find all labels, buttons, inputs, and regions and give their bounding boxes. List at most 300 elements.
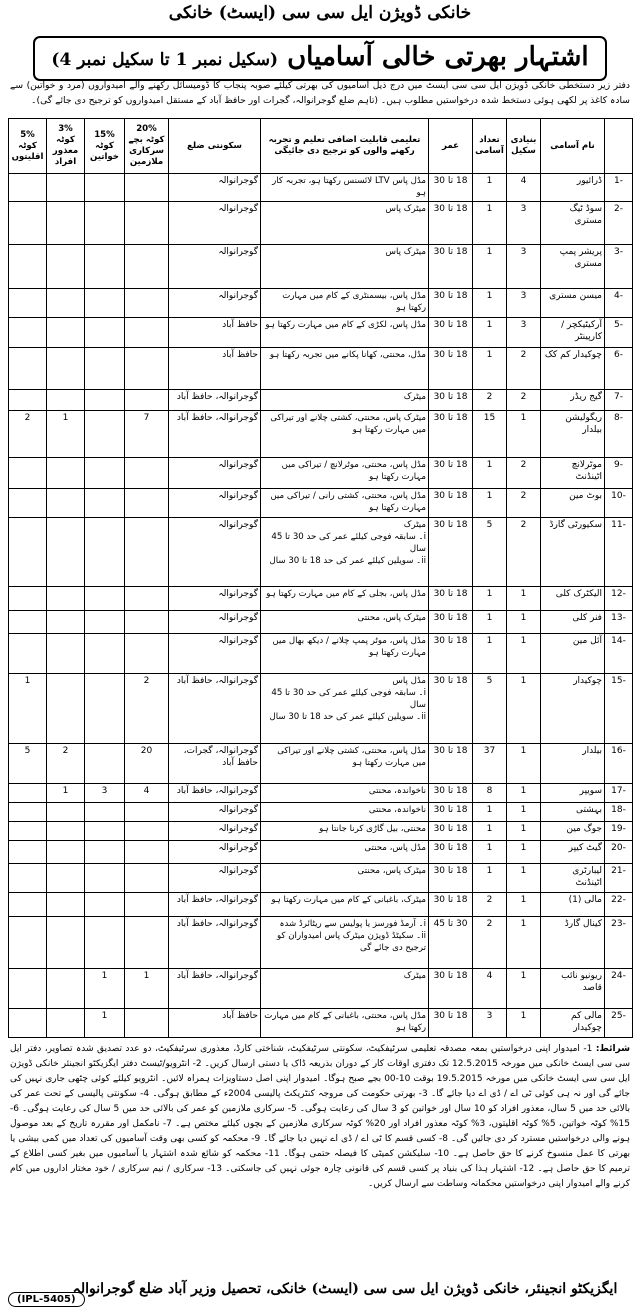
quota-3-cell [47,1009,85,1038]
sr-cell: -3 [605,244,633,288]
quota-3-cell [47,916,85,969]
qualification-line: مڈل پاس، محنتی، کشتی چلانے اور تیراکی میں مہارت رکھتا ہو [277,745,426,768]
table-row [9,783,633,802]
scale-cell: 1 [507,743,541,783]
district-cell: گوجرانوالہ [169,863,261,893]
age-cell: 18 تا 30 [429,517,473,587]
age-cell: 18 تا 30 [429,821,473,840]
sr-cell: -12 [605,587,633,610]
quota-3-cell: 2 [47,743,85,783]
qualification-line: مڈل پاس، موٹر پمپ چلانے / دیکھ بھال میں مہارت رکھتا ہو [272,635,426,658]
ipl-badge: (IPL-5405) [8,1292,85,1307]
scale-cell: 1 [507,783,541,802]
quota-3-cell [47,863,85,893]
qualification-line: مڈل، محنتی، کھانا پکانے میں تجربہ رکھتا ہو [269,350,426,361]
qualification-line: میٹرک، باغبانی کے کام میں مہارت رکھتا ہو [271,895,426,906]
scale-cell: 1 [507,916,541,969]
qualification-cell [261,390,429,411]
qualification-cell [261,802,429,821]
count-cell: 1 [473,457,507,489]
scale-cell: 1 [507,411,541,457]
age-cell: 18 تا 30 [429,840,473,863]
sr-cell: -5 [605,318,633,348]
qualification-cell [261,916,429,969]
jobs-table [8,118,633,1038]
count-cell: 15 [473,411,507,457]
quota-5-cell [9,318,47,348]
quota-5-cell: 5 [9,743,47,783]
quota-3-cell [47,840,85,863]
scale-cell: 1 [507,802,541,821]
scale-cell: 4 [507,174,541,202]
post-name-cell: موٹرلانچ اٹینڈنٹ [541,457,605,489]
post-name-cell: آئل مین [541,633,605,673]
count-cell: 1 [473,174,507,202]
table-row [9,288,633,318]
district-cell: گوجرانوالہ [169,174,261,202]
table-row [9,457,633,489]
sr-cell: -21 [605,863,633,893]
qualification-cell [261,174,429,202]
terms-section [10,1042,630,1192]
qualification-line: میٹرک پاس، محنتی [357,612,426,623]
count-cell: 1 [473,288,507,318]
quota-15-cell: 1 [85,969,125,1009]
quota-5-cell [9,610,47,633]
quota-5-cell [9,348,47,390]
quota-5-cell [9,863,47,893]
quota-5-cell [9,916,47,969]
quota-3-cell [47,174,85,202]
quota-3-cell: 1 [47,411,85,457]
quota-3-cell [47,390,85,411]
qualification-line: میٹرک [403,971,426,982]
qualification-cell [261,1009,429,1038]
district-cell: گوجرانوالہ [169,457,261,489]
quota-5-cell [9,174,47,202]
scale-cell: 1 [507,633,541,673]
qualification-line: ii۔ سکیٹڈ ڈویژن میٹرک پاس امیدواران کو ترجیح دی جائے گی [276,930,426,953]
sr-cell: -20 [605,840,633,863]
post-name-cell: بوٹ مین [541,489,605,517]
table-row [9,348,633,390]
quota-20-cell [125,610,169,633]
age-cell: 18 تا 30 [429,610,473,633]
district-cell: گوجرانوالہ [169,244,261,288]
scale-cell: 1 [507,1009,541,1038]
quota-15-cell [85,288,125,318]
quota-3-cell [47,318,85,348]
post-name-cell: بیلدار [541,743,605,783]
count-cell: 2 [473,390,507,411]
quota-15-cell [85,517,125,587]
table-row [9,893,633,916]
post-name-cell: جوگ مین [541,821,605,840]
table-header-row [9,119,633,174]
sr-cell: -8 [605,411,633,457]
qualification-line: ii۔ سویلین کیلئے عمر کی حد 18 تا 30 سال [269,711,426,722]
qualification-cell [261,457,429,489]
district-cell: گوجرانوالہ [169,517,261,587]
qualification-cell [261,821,429,840]
quota-3-cell [47,202,85,244]
age-cell: 18 تا 30 [429,587,473,610]
qualification-cell [261,411,429,457]
quota-20-cell [125,633,169,673]
qualification-line: مڈل پاس، محنتی، باغبانی کے کام میں مہارت رکھتا ہو [264,1011,426,1034]
header-quota-20: 20% کوٹہ بچے سرکاری ملازمین [125,119,169,174]
header-quota-3: 3% کوٹہ معذور افراد [47,119,85,174]
qualification-line: مڈل پاس LTV لائسنس رکھتا ہو، تجربہ کار ہو [272,176,426,198]
quota-3-cell [47,348,85,390]
quota-20-cell [125,318,169,348]
age-cell: 18 تا 30 [429,673,473,743]
quota-20-cell [125,457,169,489]
table-row [9,969,633,1009]
count-cell: 1 [473,202,507,244]
department-header: خانکی ڈویژن ایل سی سی (ایسٹ) خانکی [168,3,472,23]
table-row [9,390,633,411]
quota-3-cell [47,821,85,840]
sr-cell: -7 [605,390,633,411]
district-cell: گوجرانوالہ [169,802,261,821]
scale-cell: 1 [507,840,541,863]
qualification-cell [261,489,429,517]
quota-5-cell [9,489,47,517]
post-name-cell: مالی کم چوکیدار [541,1009,605,1038]
age-cell: 18 تا 30 [429,969,473,1009]
post-name-cell: ریونیو نائب قاصد [541,969,605,1009]
table-row [9,244,633,288]
quota-15-cell [85,390,125,411]
qualification-line: ناخواندہ، محنتی [368,785,426,796]
table-row [9,863,633,893]
scale-cell: 3 [507,244,541,288]
count-cell: 1 [473,489,507,517]
count-cell: 1 [473,633,507,673]
quota-5-cell [9,633,47,673]
count-cell: 8 [473,783,507,802]
sr-cell: -6 [605,348,633,390]
age-cell: 18 تا 30 [429,489,473,517]
age-cell: 18 تا 30 [429,411,473,457]
quota-15-cell [85,587,125,610]
quota-5-cell [9,893,47,916]
post-name-cell: ڈرائیور [541,174,605,202]
quota-20-cell [125,288,169,318]
qualification-cell [261,244,429,288]
quota-20-cell [125,916,169,969]
district-cell: حافظ آباد [169,318,261,348]
header-scale: بنیادی سکیل [507,119,541,174]
table-row [9,517,633,587]
scale-cell: 3 [507,202,541,244]
post-name-cell: چوکیدار کم کک [541,348,605,390]
qualification-cell [261,863,429,893]
table-row [9,318,633,348]
district-cell: گوجرانوالہ، گجرات، حافظ آباد [169,743,261,783]
scale-note: (سکیل نمبر 1 تا سکیل نمبر 4) [51,50,279,70]
quota-3-cell [47,489,85,517]
sr-cell: -11 [605,517,633,587]
quota-3-cell: 1 [47,783,85,802]
quota-5-cell [9,457,47,489]
count-cell: 1 [473,863,507,893]
quota-20-cell [125,840,169,863]
count-cell: 1 [473,587,507,610]
qualification-line: میٹرک [403,519,426,530]
post-name-cell: ریگولیشن بیلدار [541,411,605,457]
age-cell: 18 تا 30 [429,863,473,893]
scale-cell: 1 [507,893,541,916]
table-row [9,411,633,457]
table-row [9,821,633,840]
count-cell: 37 [473,743,507,783]
table-row [9,587,633,610]
quota-5-cell [9,202,47,244]
quota-5-cell [9,969,47,1009]
quota-5-cell [9,1009,47,1038]
quota-15-cell [85,244,125,288]
quota-15-cell [85,840,125,863]
count-cell: 1 [473,318,507,348]
quota-5-cell [9,821,47,840]
quota-5-cell [9,288,47,318]
post-name-cell: مالی (1) [541,893,605,916]
quota-3-cell [47,610,85,633]
quota-20-cell: 7 [125,411,169,457]
qualification-line: i۔ آرمڈ فورسز یا پولیس سے ریٹائرڈ شدہ [279,918,426,929]
quota-15-cell [85,743,125,783]
sr-cell: -18 [605,802,633,821]
age-cell: 18 تا 30 [429,318,473,348]
age-cell: 18 تا 30 [429,743,473,783]
sr-cell: -15 [605,673,633,743]
table-row [9,802,633,821]
quota-20-cell [125,348,169,390]
quota-20-cell [125,802,169,821]
qualification-cell [261,318,429,348]
terms-title: شرائط: [595,1044,630,1054]
post-name-cell: گیج ریڈر [541,390,605,411]
qualification-line: i۔ سابقہ فوجی کیلئے عمر کی حد 30 تا 45 سال [271,687,426,710]
qualification-line: مڈل پاس، بیسمنٹری کے کام میں مہارت رکھتا ہو [282,290,426,313]
count-cell: 1 [473,348,507,390]
header-district: سکونتی ضلع [169,119,261,174]
quota-15-cell [85,916,125,969]
sr-cell: -22 [605,893,633,916]
district-cell: گوجرانوالہ، حافظ آباد [169,783,261,802]
post-name-cell: آرکیٹیکچر / کارپینٹر [541,318,605,348]
scale-cell: 1 [507,863,541,893]
post-name-cell: بہشتی [541,802,605,821]
title-banner [33,36,606,81]
age-cell: 18 تا 30 [429,288,473,318]
qualification-line: i۔ سابقہ فوجی کیلئے عمر کی حد 30 تا 45 سال [271,531,426,554]
quota-5-cell [9,802,47,821]
district-cell: گوجرانوالہ [169,202,261,244]
post-name-cell: فنر کلی [541,610,605,633]
scale-cell: 1 [507,673,541,743]
scale-cell: 1 [507,821,541,840]
count-cell: 2 [473,916,507,969]
age-cell: 18 تا 30 [429,390,473,411]
qualification-cell [261,288,429,318]
age-cell: 18 تا 30 [429,348,473,390]
count-cell: 3 [473,1009,507,1038]
sr-cell: -9 [605,457,633,489]
count-cell: 2 [473,893,507,916]
quota-15-cell [85,318,125,348]
quota-20-cell [125,821,169,840]
scale-cell: 3 [507,318,541,348]
sr-cell: -10 [605,489,633,517]
quota-5-cell [9,517,47,587]
qualification-line: مڈل پاس، بجلی کے کام میں مہارت رکھتا ہو [266,589,426,600]
quota-15-cell [85,633,125,673]
sr-cell: -2 [605,202,633,244]
qualification-cell [261,202,429,244]
ad-title: اشتہار بھرتی خالی آسامیاں [287,42,589,72]
quota-3-cell [47,244,85,288]
qualification-line: مڈل پاس [392,675,426,686]
quota-20-cell [125,893,169,916]
sr-cell: -25 [605,1009,633,1038]
quota-3-cell [47,517,85,587]
district-cell: گوجرانوالہ [169,489,261,517]
qualification-cell [261,633,429,673]
post-name-cell: گیٹ کیپر [541,840,605,863]
header-qualification: تعلیمی قابلیت اضافی تعلیم و تجربہ رکھنے والوں کو ترجیح دی جائیگی [261,119,429,174]
qualification-cell [261,673,429,743]
district-cell: گوجرانوالہ، حافظ آباد [169,411,261,457]
quota-5-cell [9,244,47,288]
quota-3-cell [47,802,85,821]
quota-5-cell [9,587,47,610]
district-cell: گوجرانوالہ، حافظ آباد [169,673,261,743]
quota-5-cell: 2 [9,411,47,457]
quota-15-cell: 3 [85,783,125,802]
post-name-cell: لیبارٹری اٹینڈنٹ [541,863,605,893]
count-cell: 5 [473,517,507,587]
post-name-cell: پریشر پمپ مستری [541,244,605,288]
quota-3-cell [47,893,85,916]
quota-3-cell [47,633,85,673]
quota-5-cell [9,783,47,802]
quota-3-cell [47,587,85,610]
quota-20-cell [125,517,169,587]
post-name-cell: چوکیدار [541,673,605,743]
header-quota-15: 15% کوٹہ خواتین [85,119,125,174]
count-cell: 5 [473,673,507,743]
age-cell: 18 تا 30 [429,244,473,288]
quota-20-cell [125,1009,169,1038]
qualification-cell [261,783,429,802]
district-cell: گوجرانوالہ، حافظ آباد [169,916,261,969]
age-cell: 18 تا 30 [429,1009,473,1038]
post-name-cell: الیکٹرک کلی [541,587,605,610]
qualification-cell [261,587,429,610]
sr-cell: -19 [605,821,633,840]
quota-5-cell [9,840,47,863]
header-post-name: نام آسامی [541,119,605,174]
header-count: تعداد آسامی [473,119,507,174]
quota-20-cell [125,174,169,202]
quota-3-cell [47,969,85,1009]
quota-20-cell: 2 [125,673,169,743]
post-name-cell: سوڈ ٹیگ مستری [541,202,605,244]
count-cell: 4 [473,969,507,1009]
quota-15-cell [85,821,125,840]
sr-cell: -1 [605,174,633,202]
sr-cell: -24 [605,969,633,1009]
quota-3-cell [47,288,85,318]
qualification-line: ii۔ سویلین کیلئے عمر کی حد 18 تا 30 سال [269,555,426,566]
intro-paragraph: دفتر زیر دستخطی خانکی ڈویژن ایل سی سی ایسٹ میں درج ذیل آسامیوں کی بھرتی کیلئے صوبہ پنجاب کا ڈومیسائل رکھنے والے امیدواروں (مرد و خواتین) سے سادہ کاغذ پر لکھی ہوئی دستخط شدہ درخواستیں مطلوب ہیں۔ (تاہم ضلع گوجرانوالہ، گجرات اور حافظ آباد کے مستقل امیدواروں کو ترجیح دی جائے گی)۔ [10,80,630,106]
age-cell: 18 تا 30 [429,802,473,821]
quota-3-cell [47,673,85,743]
qualification-cell [261,743,429,783]
post-name-cell: کینال گارڈ [541,916,605,969]
age-cell: 18 تا 30 [429,202,473,244]
table-row [9,840,633,863]
count-cell: 1 [473,244,507,288]
jobs-table-body [9,174,633,1038]
quota-20-cell [125,390,169,411]
quota-20-cell: 20 [125,743,169,783]
age-cell: 18 تا 30 [429,174,473,202]
qualification-line: میٹرک [403,392,426,403]
terms-text: 1- امیدوار اپنی درخواستیں بمعہ مصدقہ تعلیمی سرٹیفکیٹ، سکونتی سرٹیفکیٹ، شناختی کارڈ، معذوری سرٹیفکیٹ، دو عدد تصدیق شدہ تصاویر، دفتر ایل سی سی ایسٹ خانکی میں مورخہ 12.5.2015 تک دفتری اوقات کار کے دوران بذریعہ ڈاک یا دستی ارسال کریں۔ 2- انٹرویو/ٹیسٹ دفتر ایگزیکٹو انجینئر خانکی ڈویژن ایل سی سی ایسٹ خانکی میں مورخہ 19.5.2015 بوقت 10-00 بجے صبح ہوگا۔ امیدوار اپنی اصل دستاویزات ہمراہ لائیں۔ انٹرویو کیلئے کوئی چٹھی جاری نہیں کی جائے گی اور نہ ہی کوئی ٹی اے / ڈی اے دیا جائے گا۔ 3- بھرتی حکومت کی مروجہ کنٹریکٹ پالیسی 2004ء کے مطابق ہوگی۔ 4- سکونتی پالیسی کے تحت عمر کی بالائی حد میں 5 سال، معذور افراد کو 10 سال اور خواتین کو 3 سال کی رعایت ہوگی۔ 5- سرکاری ملازمین کو عمر کی بالائی حد میں 5 سال کی رعایت ہوگی۔ 6- 15% کوٹہ خواتین، 5% کوٹہ اقلیتوں، 3% کوٹہ معذور افراد اور 20% کوٹہ سرکاری ملازمین کے بچوں کیلئے مختص ہے۔ 7- نامکمل اور مقررہ تاریخ کے بعد موصول ہونے والی درخواستیں مسترد کر دی جائیں گی۔ 8- کسی قسم کا ٹی اے / ڈی اے نہیں دیا جائے گا۔ 9- محکمہ کو کسی بھی وقت آسامیوں کی تعداد میں کمی بیشی یا بھرتی کا عمل منسوخ کرنے کا حق حاصل ہے۔ 10- سلیکشن کمیٹی کا فیصلہ حتمی ہوگا۔ 11- محکمہ کو شائع شدہ اشتہار یا آسامیوں میں بغیر کسی اطلاع کے ترمیم کا حق حاصل ہے۔ 12- اشتہار ہذا کی بنیاد پر کسی قسم کی قانونی چارہ جوئی نہیں کی جاسکتی۔ 13- سرکاری / نیم سرکاری / خود مختار اداروں میں کام کرنے والے امیدوار اپنی درخواستیں محکمانہ وساطت سے ارسال کریں۔ [10,1044,631,1189]
count-cell: 1 [473,610,507,633]
scale-cell: 2 [507,390,541,411]
qualification-line: میٹرک پاس، محنتی، کشتی چلانے اور تیراکی میں مہارت رکھتا ہو [270,413,426,436]
district-cell: گوجرانوالہ [169,633,261,673]
table-row [9,174,633,202]
district-cell: گوجرانوالہ [169,821,261,840]
quota-15-cell [85,202,125,244]
table-row [9,743,633,783]
sr-cell: -23 [605,916,633,969]
scale-cell: 2 [507,517,541,587]
age-cell: 18 تا 30 [429,893,473,916]
quota-3-cell [47,457,85,489]
quota-5-cell [9,390,47,411]
age-cell: 18 تا 30 [429,633,473,673]
qualification-line: ناخواندہ، محنتی [368,804,426,815]
qualification-line: میٹرک پاس [385,246,426,257]
header-quota-5: 5% کوٹہ اقلیتوں [9,119,47,174]
post-name-cell: سویپر [541,783,605,802]
district-cell: گوجرانوالہ، حافظ آباد [169,390,261,411]
table-row [9,1009,633,1038]
quota-15-cell [85,348,125,390]
district-cell: گوجرانوالہ [169,587,261,610]
qualification-cell [261,893,429,916]
qualification-cell [261,517,429,587]
qualification-cell [261,969,429,1009]
table-row [9,633,633,673]
quota-15-cell [85,863,125,893]
quota-15-cell [85,457,125,489]
quota-20-cell [125,244,169,288]
qualification-line: مڈل پاس، محنتی، موٹرلانچ / تیراکی میں مہارت رکھتا ہو [281,459,426,482]
quota-20-cell [125,587,169,610]
district-cell: گوجرانوالہ [169,610,261,633]
qualification-line: محنتی، بیل گاڑی کرنا جانتا ہو [319,823,426,834]
quota-20-cell [125,202,169,244]
signature-block: ایگزیکٹو انجینئر، خانکی ڈویژن ایل سی سی (ایسٹ) خانکی، تحصیل وزیر آباد ضلع گوجرانوالہ [72,1281,618,1297]
